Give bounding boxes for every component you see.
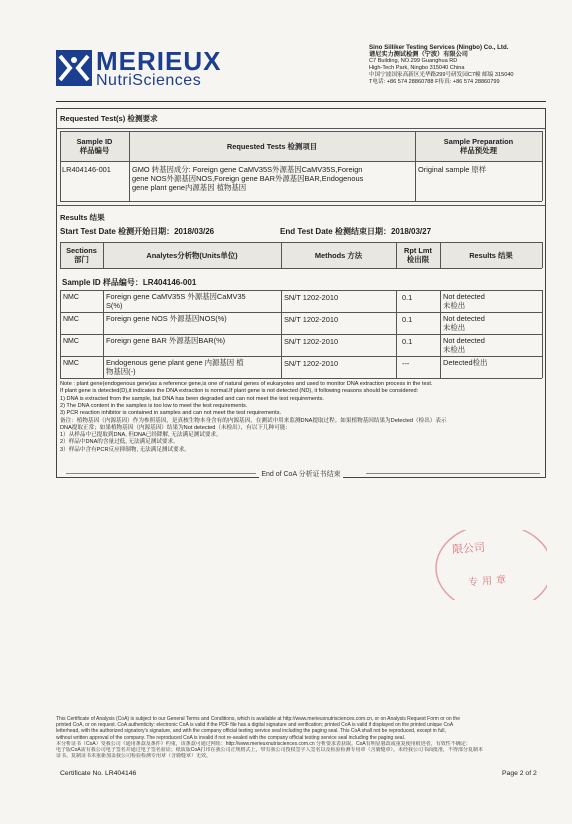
- row-divider: [60, 356, 542, 357]
- col-analytes-header: Analytes分析物(Units单位): [146, 251, 238, 260]
- footer-line: letterhead, with the authorized signatory's signature, and with the company official testing service seal including the paging seal. This CoA shall not be reproduced, except in full,: [56, 728, 446, 735]
- row-section: NMC: [63, 338, 79, 345]
- requested-section-title: Requested Test(s) 检测要求: [60, 114, 158, 123]
- row-analyte-line-1: Foreign gene BAR 外源基因BAR(%): [106, 336, 226, 345]
- requested-sample-prep: Original sample 原样: [418, 165, 487, 174]
- col-sample-id-header: [60, 137, 129, 155]
- row-method: SN/T 1202-2010: [284, 359, 339, 368]
- divider: [56, 128, 546, 129]
- row-result-line-1: Not detected: [443, 336, 485, 345]
- row-analyte-line-1: Endogenous gene plant gene 内源基因 植: [106, 358, 244, 367]
- divider: [60, 268, 542, 269]
- sample-id-label: Sample ID 样品编号：LR404146-001: [62, 278, 197, 287]
- col-results-header: Results 结果: [469, 251, 513, 260]
- stamp-line-2: 专用章: [467, 574, 511, 589]
- row-result-line-2: 未检出: [443, 323, 466, 332]
- end-of-coa-text: End of CoA 分析证书结束: [261, 471, 341, 478]
- company-seal-stamp: [432, 530, 547, 600]
- column-divider: [281, 290, 282, 378]
- company-logo: [56, 46, 256, 96]
- column-divider: [440, 290, 441, 378]
- note-line: 2) The DNA content in the samples is too low to meet the test requirements.: [60, 402, 248, 409]
- requested-tests-line: gene NOS外源基因NOS,Foreign gene BAR外源基因BAR,Endogenous: [132, 174, 364, 183]
- note-line: 3) PCR reaction inhibitor is contained in samples and can not meet the test requirements.: [60, 410, 282, 417]
- header-divider: [56, 101, 546, 102]
- row-rpt-lmt: 0.1: [402, 293, 413, 302]
- seal-ring-icon: [432, 530, 547, 600]
- page-number: Page 2 of 2: [502, 770, 537, 777]
- note-line: Note : plant gene(endogenous gene)as a reference gene,is one of natural genes of eukaryotes and used to monitor DNA extraction process in the test.: [60, 381, 433, 387]
- logo-text-top: MERIEUX: [96, 46, 222, 76]
- note-line: DNA提取正常；如果植物基因（内源基因）结果为Not detected（未检出），有以下几种可能：: [60, 424, 291, 431]
- note-line: 备注：植物基因（内源基因）作为参照基因，是真核生物本身含有的内源基因，在测试中用来监测DNA提取过程。如果植物基因结果为Detected（检出）表示: [60, 417, 447, 424]
- divider: [60, 201, 542, 202]
- row-section: NMC: [63, 316, 79, 323]
- row-result-line-1: Detected检出: [443, 358, 488, 367]
- col-rpt-en: Rpt Lmt: [404, 246, 432, 255]
- footer-line: 本分析证书（CoA）受我公司《通用条款及条件》约束，该条款可通过网址：http://www.merieuxnutrisciences.com.cn 分析要求表获取。CoA有明显篡改或重复使用痕迹者，有效性不确定：: [56, 740, 471, 747]
- footer-line: 电子版CoA需有我公司电子签名并通过电子签名验证；纸质版CoA打印在我公司正规格式上，带有我公司授权签字人签名以及检验检测专用章（含骑缝章）。未经我公司书面批准，不得部分复制本: [56, 747, 483, 754]
- col-sample-id-en: Sample ID: [76, 137, 113, 146]
- note-line: 1) DNA is extracted from the sample, but DNA has been degraded and can not meet the test requirements.: [60, 395, 324, 402]
- end-test-date: [280, 227, 431, 236]
- col-rpt-lmt-header: [396, 246, 440, 264]
- divider: [542, 131, 543, 201]
- divider: [60, 161, 542, 162]
- row-analyte-line-2: 物基因(-): [106, 367, 136, 376]
- divider: [366, 473, 540, 474]
- end-date-value: 2018/03/27: [390, 227, 432, 236]
- column-divider: [103, 290, 104, 378]
- divider: [56, 205, 546, 206]
- col-sample-id-cn: 样品编号: [79, 146, 110, 155]
- requested-tests-line: GMO 转基因成分: Foreign gene CaMV35S外源基因CaMV35S,Foreign: [132, 165, 363, 174]
- row-analyte-line-2: S(%): [106, 301, 123, 310]
- col-sections-en: Sections: [66, 246, 97, 255]
- divider: [60, 131, 542, 132]
- results-section-title: Results 结果: [60, 213, 105, 222]
- row-divider: [60, 312, 542, 313]
- column-divider: [60, 290, 61, 378]
- start-date-label: Start Test Date 检测开始日期：: [60, 227, 175, 236]
- footer-line: printed CoA, or on request. CoA authenticity: electronic CoA is valid if the PDF file has a digital signature and verification; printed CoA is valid if displayed on the printed unique CoA: [56, 722, 454, 729]
- footer-line: This Certificate of Analysis (CoA) is subject to our General Terms and Conditions, which is available at http://www.merieuxnutrisciences.com.cn, or on Analysis Request Form or on the: [56, 716, 460, 722]
- row-section: NMC: [63, 294, 79, 301]
- certificate-number: Certificate No. LR404146: [60, 770, 137, 777]
- requested-sample-id: LR404146-001: [62, 165, 111, 174]
- col-sample-prep-cn: 样品预处理: [460, 146, 497, 155]
- row-analyte-line-1: Foreign gene NOS 外源基因NOS(%): [106, 314, 227, 323]
- company-name-en: Sino Silliker Testing Services (Ningbo) Co., Ltd.: [369, 44, 509, 51]
- col-sections-header: [60, 246, 103, 264]
- col-sample-prep-header: [415, 137, 542, 155]
- note-line: 2）样品中DNA的含量过低, 无法满足测试要求。: [60, 439, 179, 446]
- start-test-date: [60, 227, 214, 236]
- row-result-line-1: Not detected: [443, 314, 485, 323]
- logo-text-bottom: NutriSciences: [96, 72, 202, 89]
- company-tel: T电话: +86 574 28860788 F传真: +86 574 28860799: [369, 79, 500, 85]
- row-rpt-lmt: ---: [402, 359, 410, 368]
- col-sample-prep-en: Sample Preparation: [443, 137, 514, 146]
- row-rpt-lmt: 0.1: [402, 337, 413, 346]
- column-divider: [396, 290, 397, 378]
- legal-footer: [56, 716, 546, 759]
- row-result-line-1: Not detected: [443, 292, 485, 301]
- col-methods-header: Methods 方法: [314, 251, 363, 260]
- divider: [66, 473, 256, 474]
- note-line: 3）样品中含有PCR反应抑制物, 无法满足测试要求。: [60, 446, 190, 453]
- footer-line: without written approval of the company. The reproduced CoA is invalid if not re-sealed with the company official testing service seal including the paging seal.: [56, 734, 406, 741]
- company-addr-cn: 中国宁波国家高新区光华路299号研发园C7幢 邮编 315040: [369, 72, 514, 78]
- note-line: If plant gene is detected(D),it indicates the DNA extraction is normal.If plant gene is not detected (ND), it following reasons should be considered:: [60, 388, 419, 395]
- row-method: SN/T 1202-2010: [284, 293, 339, 302]
- row-divider: [60, 334, 542, 335]
- column-divider: [542, 290, 543, 378]
- divider: [60, 242, 542, 243]
- footer-line: 证书。复制证书未重新加盖我公司检验检测专用章（含骑缝章）无效。: [56, 753, 212, 760]
- row-method: SN/T 1202-2010: [284, 337, 339, 346]
- company-name-cn: 谱尼实力测试检测（宁波）有限公司: [369, 51, 468, 58]
- stamp-line-1: 限公司: [451, 540, 486, 557]
- row-section: NMC: [63, 360, 79, 367]
- requested-tests-text: [132, 165, 414, 192]
- row-result-line-2: 未检出: [443, 301, 466, 310]
- start-date-value: 2018/03/26: [174, 227, 215, 236]
- col-rpt-cn: 检出限: [406, 255, 430, 264]
- row-result-line-2: 未检出: [443, 345, 466, 354]
- divider: [542, 242, 543, 268]
- row-rpt-lmt: 0.1: [402, 315, 413, 324]
- col-requested-tests-header: Requested Tests 检测项目: [226, 142, 318, 151]
- col-sections-cn: 部门: [74, 255, 89, 264]
- row-divider: [60, 378, 542, 379]
- requested-tests-line: gene plant gene内源基因 植物基因: [132, 183, 247, 192]
- row-analyte-line-1: Foreign gene CaMV35S 外源基因CaMV35: [106, 292, 246, 301]
- company-address: [369, 44, 549, 86]
- row-method: SN/T 1202-2010: [284, 315, 339, 324]
- company-addr-2: High-Tech Park, Ningbo 315040 China: [369, 65, 465, 71]
- merieux-logo-icon: [56, 50, 92, 86]
- end-of-coa: [56, 469, 546, 479]
- end-date-label: End Test Date 检测结束日期：: [280, 227, 391, 236]
- note-line: 1）从样品中已提取到DNA, 但DNA已经降解, 无法满足测试要求。: [60, 432, 222, 439]
- company-addr-1: C7 Building, NO.299 Guanghua RD: [369, 58, 458, 64]
- divider: [60, 290, 542, 291]
